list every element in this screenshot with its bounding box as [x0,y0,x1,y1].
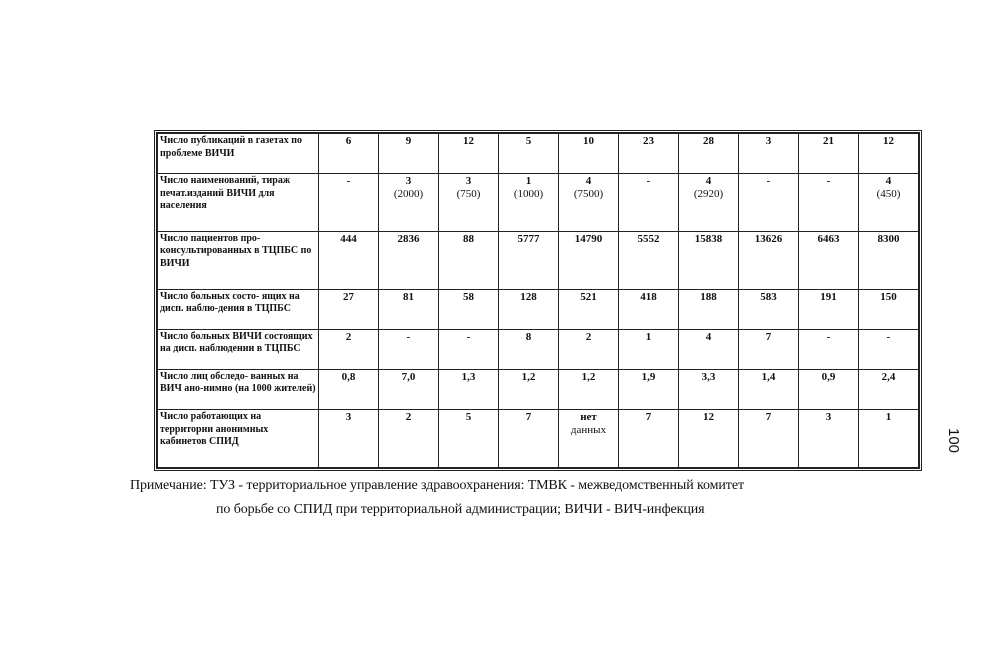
table-cell [319,369,379,409]
cell-value: 1,9 [641,370,656,383]
table-row [158,231,919,289]
table-cell [679,289,739,329]
cell-value: - [886,330,891,343]
table-cell [499,410,559,468]
cell-value: 7 [765,411,772,424]
cell-value: нет [580,411,597,424]
row-label: Число пациентов про-консультированных в ТЦПБС по ВИЧИ [158,231,319,289]
cell-value: 150 [880,290,897,303]
cell-value: 2 [585,330,592,343]
cell-value: 4 [705,175,712,188]
table-cell [559,174,619,232]
cell-value: 188 [700,290,717,303]
table-cell [859,134,919,174]
table-cell [619,329,679,369]
table-cell [379,174,439,232]
table-cell [559,329,619,369]
cell-value: 444 [340,232,357,245]
cell-value: 81 [403,290,414,303]
cell-value: 2836 [397,232,420,245]
table-cell [319,134,379,174]
table-cell [799,369,859,409]
table-cell [439,410,499,468]
cell-value: 418 [640,290,657,303]
table-cell [799,231,859,289]
cell-value: - [406,330,411,343]
cell-value: 191 [820,290,837,303]
cell-value: 88 [463,232,474,245]
cell-value: - [826,175,831,188]
cell-value: - [466,330,471,343]
table-cell [679,134,739,174]
cell-value: 583 [760,290,777,303]
cell-value: 4 [705,330,712,343]
cell-subvalue: (2920) [693,188,724,201]
table-cell [739,329,799,369]
cell-value: 58 [463,290,474,303]
table-cell [559,134,619,174]
cell-value: 10 [583,135,594,147]
table-cell [619,174,679,232]
table-cell [499,289,559,329]
table-cell [859,369,919,409]
cell-subvalue: (750) [456,188,481,201]
table-cell [379,134,439,174]
page-number: 100 [945,428,962,454]
cell-value: 0,9 [821,370,836,383]
table-cell [859,410,919,468]
table-cell [679,231,739,289]
table-cell [739,289,799,329]
cell-value: 4 [885,175,892,188]
table-cell [799,134,859,174]
table-cell [799,410,859,468]
cell-value: 7 [645,411,652,424]
table-cell [739,174,799,232]
table-cell [499,329,559,369]
table-cell [739,231,799,289]
table-row [158,329,919,369]
table-cell [319,410,379,468]
table-cell [439,329,499,369]
cell-subvalue: (1000) [513,188,544,201]
cell-value: 3 [825,411,832,424]
table-cell [859,231,919,289]
table-cell [619,410,679,468]
table-cell [319,231,379,289]
table-cell [319,329,379,369]
table-cell [439,231,499,289]
table-cell [859,174,919,232]
row-label: Число больных ВИЧИ состоящих на дисп. наблюдении в ТЦПБС [158,329,319,369]
cell-value: 23 [643,135,654,147]
cell-value: 128 [520,290,537,303]
cell-value: - [346,175,351,188]
cell-value: 28 [703,135,714,147]
table-cell [739,134,799,174]
cell-value: 12 [883,135,894,147]
table-cell [619,231,679,289]
table-cell [559,410,619,468]
cell-subvalue: данных [570,424,607,437]
row-label: Число больных состо- ящих на дисп. наблю-дения в ТЦПБС [158,289,319,329]
footnote-line-1: Примечание: ТУЗ - территориальное управление здравоохранения: ТМВК - межведомственный комитет [130,478,744,493]
cell-value: 1 [645,330,652,343]
cell-value: 3 [465,175,472,188]
row-label: Число лиц обследо- ванных на ВИЧ ано-нимно (на 1000 жителей) [158,369,319,409]
table-row [158,134,919,174]
cell-subvalue: (7500) [573,188,604,201]
table-cell [859,289,919,329]
cell-subvalue: (450) [876,188,901,201]
cell-value: - [766,175,771,188]
cell-value: 0,8 [341,370,356,383]
table-cell [619,369,679,409]
cell-value: 8300 [877,232,900,245]
table-cell [499,134,559,174]
table-cell [499,174,559,232]
cell-value: 3 [345,411,352,424]
cell-value: 7 [525,411,532,424]
table-cell [739,410,799,468]
table-cell [679,174,739,232]
cell-value: 5777 [517,232,540,245]
table-cell [799,289,859,329]
row-label: Число наименований, тираж печат.изданий ВИЧИ для населения [158,174,319,232]
table-cell [379,329,439,369]
cell-value: 2 [405,411,412,424]
table-cell [379,231,439,289]
cell-value: 5 [465,411,472,424]
table-cell [679,369,739,409]
cell-value: 6463 [817,232,840,245]
cell-value: 1 [885,411,892,424]
cell-value: 2,4 [881,370,896,383]
cell-value: 1,2 [581,370,596,383]
table-cell [379,369,439,409]
cell-value: 3,3 [701,370,716,383]
data-table-frame [154,130,922,471]
cell-value: - [646,175,651,188]
cell-value: 21 [823,135,834,147]
table-cell [439,369,499,409]
cell-value: 12 [463,135,474,147]
cell-value: 15838 [694,232,723,245]
cell-value: 7,0 [401,370,416,383]
table-cell [799,174,859,232]
row-label: Число работающих на территории анонимных кабинетов СПИД [158,410,319,468]
table-cell [679,329,739,369]
table-cell [439,174,499,232]
table-cell [619,289,679,329]
cell-value: 3 [765,135,772,147]
cell-value: 2 [345,330,352,343]
table-cell [559,289,619,329]
cell-value: 1,2 [521,370,536,383]
cell-value: 3 [405,175,412,188]
table-cell [319,174,379,232]
table-cell [559,369,619,409]
table-cell [319,289,379,329]
cell-value: 1,4 [761,370,776,383]
table-cell [559,231,619,289]
cell-value: 5 [525,135,532,147]
table-cell [439,134,499,174]
table-cell [679,410,739,468]
cell-value: 4 [585,175,592,188]
cell-value: 521 [580,290,597,303]
table-row [158,369,919,409]
cell-value: 1 [525,175,532,188]
table-cell [379,289,439,329]
table-cell [499,231,559,289]
table-cell [799,329,859,369]
cell-value: 1,3 [461,370,476,383]
table-cell [499,369,559,409]
table-cell [859,329,919,369]
footnote-line-2: по борьбе со СПИД при территориальной администрации; ВИЧИ - ВИЧ-инфекция [216,502,705,517]
cell-value: 6 [345,135,352,147]
cell-value: 14790 [574,232,603,245]
cell-subvalue: (2000) [393,188,424,201]
cell-value: 12 [703,411,714,424]
cell-value: 7 [765,330,772,343]
cell-value: 9 [405,135,412,147]
table-row [158,410,919,468]
table-cell [439,289,499,329]
statistics-table [157,133,919,468]
cell-value: - [826,330,831,343]
table-cell [739,369,799,409]
table-cell [619,134,679,174]
table-row [158,289,919,329]
cell-value: 13626 [754,232,783,245]
cell-value: 8 [525,330,532,343]
table-cell [379,410,439,468]
row-label: Число публикаций в газетах по проблеме ВИЧИ [158,134,319,174]
table-row [158,174,919,232]
cell-value: 5552 [637,232,660,245]
cell-value: 27 [343,290,354,303]
